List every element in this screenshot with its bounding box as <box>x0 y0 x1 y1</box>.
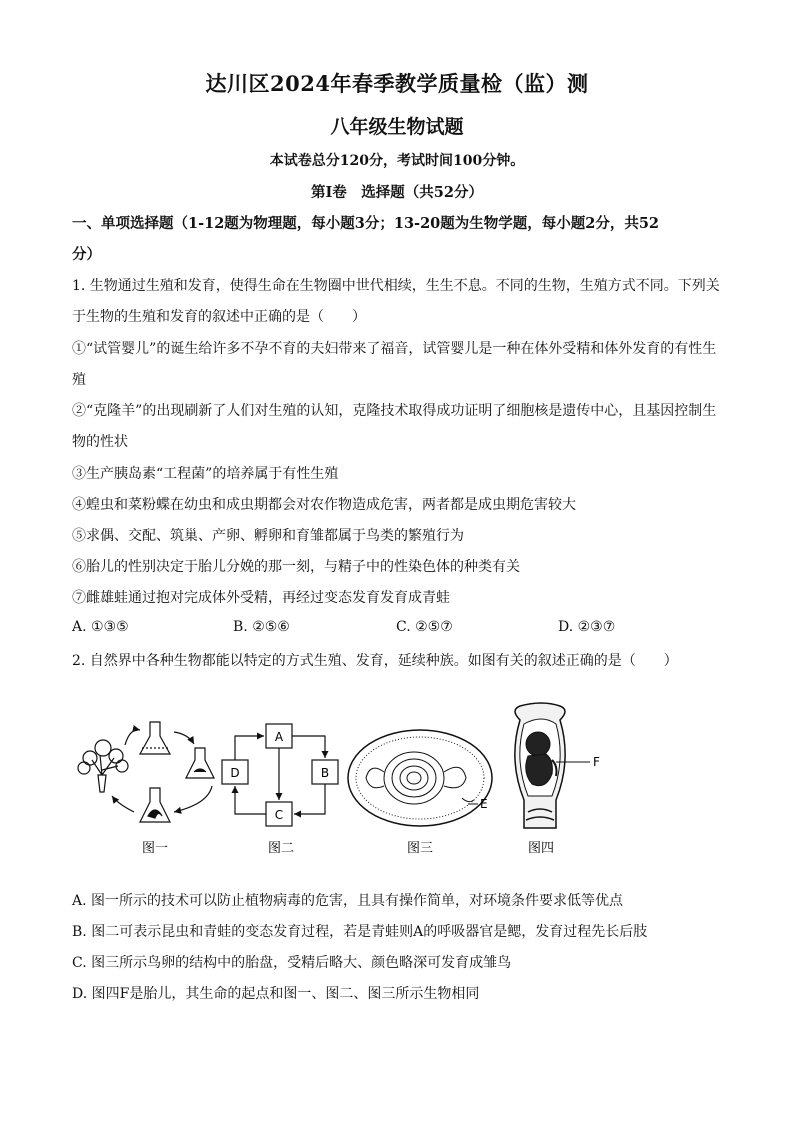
figure4-caption: 图四 <box>527 841 555 856</box>
potted-plant-icon <box>98 775 106 792</box>
q1-statement-2-line1: ②“克隆羊”的出现刷新了人们对生殖的认知，克隆技术取得成功证明了细胞核是遗传中心，且基因控制生 <box>72 403 717 419</box>
q2-option-c[interactable]: C. 图三所示鸟卵的结构中的胎盘，受精后略大、颜色略深可发育成雏鸟 <box>72 955 512 971</box>
q1-statement-2-line2: 物的性状 <box>72 434 128 450</box>
q1-statement-3: ③生产胰岛素“工程菌”的培养属于有性生殖 <box>72 466 339 482</box>
q1-statement-6: ⑥胎儿的性别决定于胎儿分娩的那一刻，与精子中的性染色体的种类有关 <box>72 559 520 575</box>
q1-statement-1-line2: 殖 <box>72 372 86 388</box>
part-one-heading-line1: 一、单项选择题（1-12题为物理题，每小题3分；13-20题为生物学题，每小题2分，共52 <box>72 215 660 232</box>
q1-statement-7: ⑦雌雄蛙通过抱对完成体外受精，再经过变态发育发育成青蛙 <box>72 590 450 606</box>
figure2-caption: 图二 <box>267 841 295 856</box>
q1-option-a[interactable]: A. ①③⑤ <box>72 619 129 635</box>
box-c-label: C <box>274 808 284 822</box>
flask-top-icon <box>140 722 170 754</box>
label-e: E <box>480 797 488 811</box>
q1-option-b[interactable]: B. ②⑤⑥ <box>233 619 290 635</box>
q2-figure <box>70 700 630 860</box>
box-a-label: A <box>274 730 284 744</box>
figure1-tissue-culture <box>78 722 214 822</box>
q1-statement-5: ⑤求偶、交配、筑巢、产卵、孵卵和育雏都属于鸟类的繁殖行为 <box>72 528 464 544</box>
exam-info: 本试卷总分120分，考试时间100分钟。 <box>269 153 525 169</box>
label-f: F <box>593 755 600 769</box>
box-d-label: D <box>230 766 240 780</box>
figure4-uterus-fetus <box>515 703 590 828</box>
box-b-label: B <box>320 766 330 780</box>
figure1-caption: 图一 <box>141 841 169 856</box>
q2-option-b[interactable]: B. 图二可表示昆虫和青蛙的变态发育过程，若是青蛙则A的呼吸器官是鳃，发育过程先长后肢 <box>72 924 648 940</box>
q1-option-d[interactable]: D. ②③⑦ <box>558 619 616 635</box>
q1-statement-1-line1: ①“试管婴儿”的诞生给许多不孕不育的夫妇带来了福音，试管婴儿是一种在体外受精和体外发育的有性生 <box>72 341 717 357</box>
exam-subtitle: 八年级生物试题 <box>330 116 464 138</box>
figure3-caption: 图三 <box>406 841 434 856</box>
q1-option-c[interactable]: C. ②⑤⑦ <box>396 619 453 635</box>
figure3-bird-egg <box>348 730 492 826</box>
q2-option-a[interactable]: A. 图一所示的技术可以防止植物病毒的危害，且具有操作简单，对环境条件要求低等优点 <box>72 893 624 909</box>
exam-title: 达川区2024年春季教学质量检（监）测 <box>205 71 589 96</box>
q1-statement-4: ④蝗虫和菜粉蝶在幼虫和成虫期都会对农作物造成危害，两者都是成虫期危害较大 <box>72 497 576 513</box>
q1-stem-line1: 1. 生物通过生殖和发育，使得生命在生物圈中世代相续，生生不息。不同的生物，生殖方式不同。下列关 <box>72 278 720 294</box>
q2-option-d[interactable]: D. 图四F是胎儿，其生命的起点和图一、图二、图三所示生物相同 <box>72 986 480 1002</box>
q1-stem-line2: 于生物的生殖和发育的叙述中正确的是（ ） <box>72 309 366 325</box>
part-one-heading-line2: 分） <box>72 246 101 263</box>
section-title: 第Ⅰ卷 选择题（共52分） <box>311 184 483 201</box>
flask-right-icon <box>186 748 214 778</box>
q2-stem: 2. 自然界中各种生物都能以特定的方式生殖、发育，延续种族。如图有关的叙述正确的是（ ） <box>72 653 678 669</box>
